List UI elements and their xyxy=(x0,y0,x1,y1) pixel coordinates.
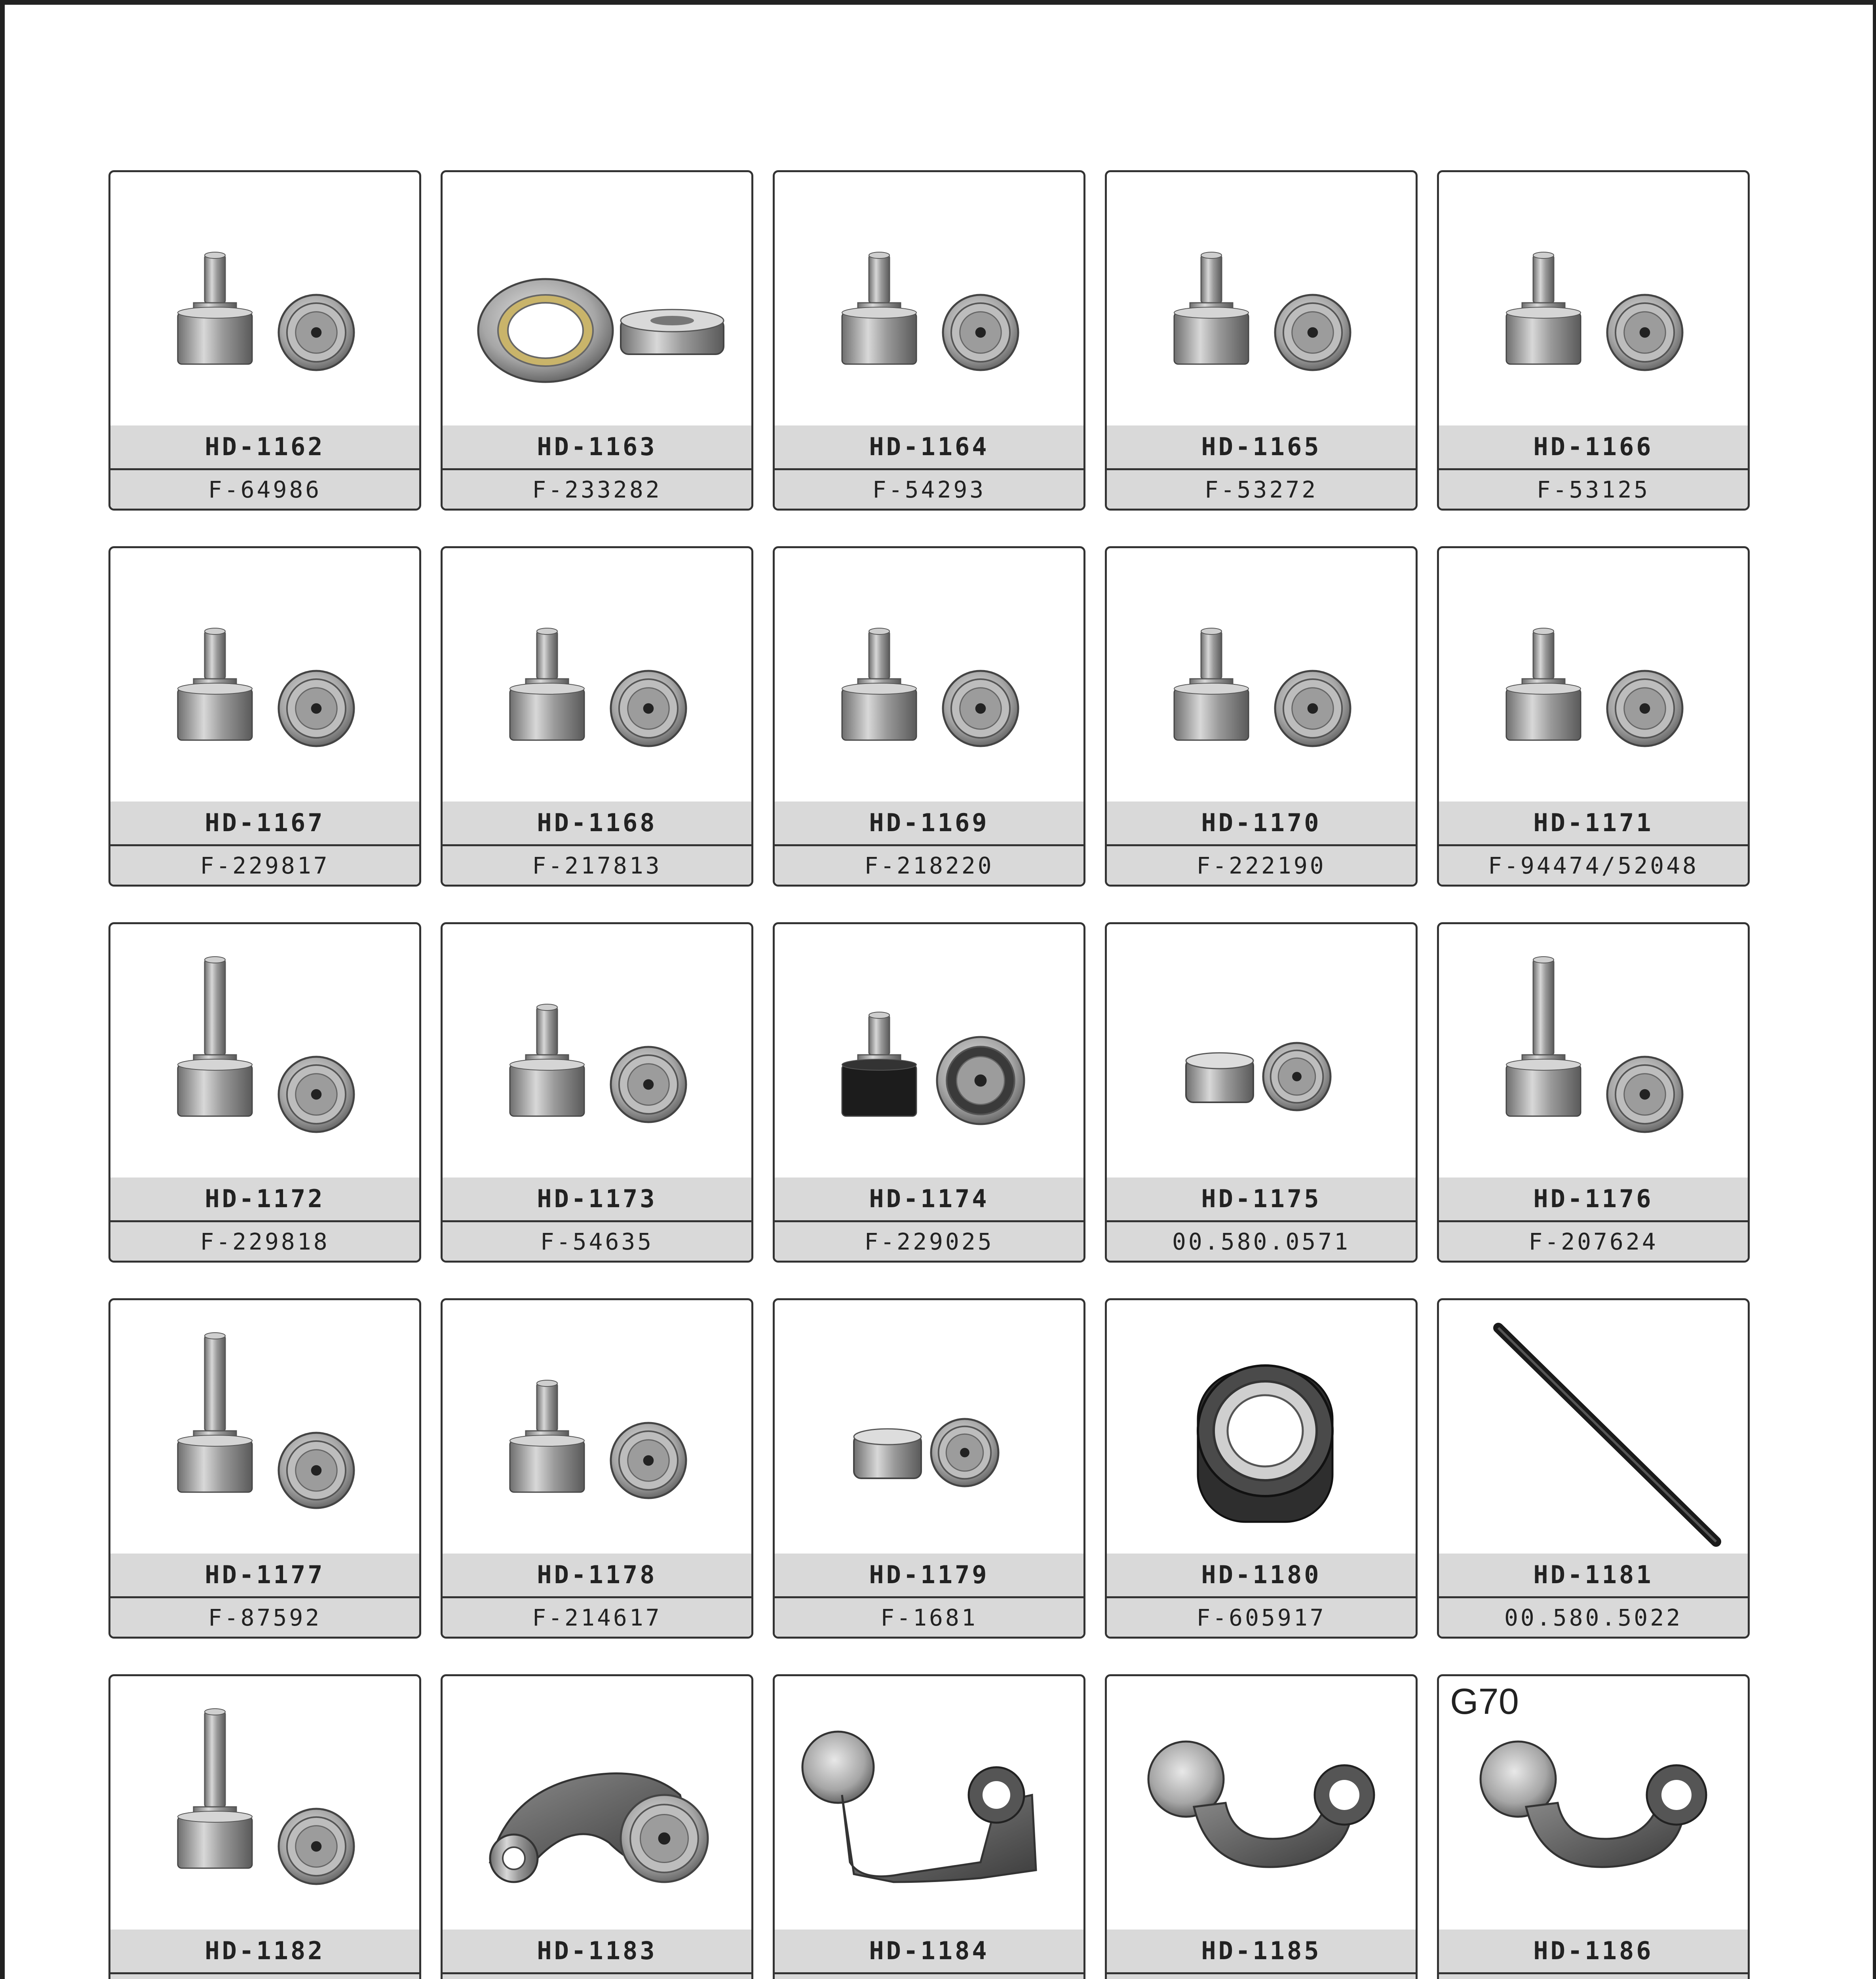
product-grid xyxy=(108,170,1749,1979)
product-note: G70 xyxy=(1450,1681,1519,1722)
product-code: HD-1168 xyxy=(443,801,751,844)
cam-lever-arm-icon xyxy=(443,1676,751,1930)
product-code: HD-1173 xyxy=(443,1178,751,1220)
product-code: HD-1177 xyxy=(110,1554,419,1596)
cam-follower-and-roller-icon xyxy=(110,548,419,801)
product-code: HD-1175 xyxy=(1107,1178,1416,1220)
product-card xyxy=(1105,546,1418,887)
product-card xyxy=(1437,170,1750,511)
product-card xyxy=(1105,170,1418,511)
product-card xyxy=(441,1298,753,1639)
product-reference xyxy=(1439,1974,1748,1979)
product-reference: F-64986 xyxy=(110,470,419,509)
product-code: HD-1172 xyxy=(110,1178,419,1220)
product-reference: F-229817 xyxy=(110,846,419,885)
cam-follower-and-roller-icon xyxy=(443,1300,751,1554)
cam-follower-and-roller-icon xyxy=(775,172,1083,425)
product-card xyxy=(108,1674,421,1979)
product-code: HD-1180 xyxy=(1107,1554,1416,1596)
rail-bar-icon xyxy=(1439,1300,1748,1554)
cam-follower-and-roller-icon xyxy=(775,548,1083,801)
product-reference: F-87592 xyxy=(110,1598,419,1637)
product-reference: F-53125 xyxy=(1439,470,1748,509)
product-reference: F-605917 xyxy=(1107,1598,1416,1637)
product-card xyxy=(441,546,753,887)
product-card xyxy=(108,1298,421,1639)
product-code: HD-1183 xyxy=(443,1930,751,1972)
product-card xyxy=(1437,1674,1750,1979)
product-reference: 00.580.5022 xyxy=(1439,1598,1748,1637)
product-card xyxy=(108,922,421,1263)
cam-follower-and-roller-icon xyxy=(443,548,751,801)
product-card xyxy=(773,922,1085,1263)
product-reference: F-214617 xyxy=(443,1598,751,1637)
product-reference: F-207624 xyxy=(1439,1222,1748,1261)
product-reference: F-229025 xyxy=(775,1222,1083,1261)
product-code: HD-1178 xyxy=(443,1554,751,1596)
product-card xyxy=(108,546,421,887)
product-code: HD-1182 xyxy=(110,1930,419,1972)
small-roller-pair-icon xyxy=(1107,924,1416,1178)
product-card xyxy=(441,1674,753,1979)
product-reference: F-229818 xyxy=(110,1222,419,1261)
product-reference: F-1681 xyxy=(775,1598,1083,1637)
product-code: HD-1176 xyxy=(1439,1178,1748,1220)
product-card xyxy=(773,170,1085,511)
product-reference xyxy=(110,1974,419,1979)
product-code: HD-1164 xyxy=(775,425,1083,468)
product-code: HD-1170 xyxy=(1107,801,1416,844)
product-card xyxy=(1437,546,1750,887)
product-reference xyxy=(443,1974,751,1979)
long-stud-cam-follower-icon xyxy=(110,924,419,1178)
cam-follower-and-roller-icon xyxy=(110,172,419,425)
product-card xyxy=(1105,1298,1418,1639)
product-code: HD-1163 xyxy=(443,425,751,468)
cam-follower-and-roller-icon xyxy=(1107,548,1416,801)
product-code: HD-1162 xyxy=(110,425,419,468)
product-reference: F-94474/52048 xyxy=(1439,846,1748,885)
product-reference: F-53272 xyxy=(1107,470,1416,509)
product-card xyxy=(773,1674,1085,1979)
product-reference: F-54635 xyxy=(443,1222,751,1261)
product-card xyxy=(108,170,421,511)
needle-bearing-icon xyxy=(1107,1300,1416,1554)
product-reference: 00.580.0571 xyxy=(1107,1222,1416,1261)
cam-follower-and-roller-icon xyxy=(1107,172,1416,425)
curved-lever-arm-icon xyxy=(1107,1676,1416,1930)
product-code: HD-1174 xyxy=(775,1178,1083,1220)
product-code: HD-1179 xyxy=(775,1554,1083,1596)
long-stud-cam-follower-icon xyxy=(110,1676,419,1930)
product-code: HD-1171 xyxy=(1439,801,1748,844)
product-card xyxy=(1105,1674,1418,1979)
long-stud-cam-follower-icon xyxy=(110,1300,419,1554)
product-code: HD-1166 xyxy=(1439,425,1748,468)
product-card xyxy=(773,1298,1085,1639)
product-code: HD-1184 xyxy=(775,1930,1083,1972)
product-card xyxy=(441,170,753,511)
product-code: HD-1181 xyxy=(1439,1554,1748,1596)
product-reference: F-217813 xyxy=(443,846,751,885)
product-reference: F-222190 xyxy=(1107,846,1416,885)
ball-bearing-pair-icon xyxy=(443,172,751,425)
cam-follower-and-roller-icon xyxy=(1439,172,1748,425)
product-code: HD-1169 xyxy=(775,801,1083,844)
long-stud-cam-follower-icon xyxy=(1439,924,1748,1178)
product-code: HD-1186 xyxy=(1439,1930,1748,1972)
product-reference: F-233282 xyxy=(443,470,751,509)
small-roller-pair-icon xyxy=(775,1300,1083,1554)
product-code: HD-1167 xyxy=(110,801,419,844)
product-card xyxy=(1105,922,1418,1263)
product-card xyxy=(1437,1298,1750,1639)
product-reference: F-54293 xyxy=(775,470,1083,509)
black-cam-follower-icon xyxy=(775,924,1083,1178)
product-code: HD-1165 xyxy=(1107,425,1416,468)
roller-lever-arm-icon xyxy=(775,1676,1083,1930)
product-reference xyxy=(1107,1974,1416,1979)
product-code: HD-1185 xyxy=(1107,1930,1416,1972)
product-card xyxy=(441,922,753,1263)
product-reference xyxy=(775,1974,1083,1979)
product-card xyxy=(1437,922,1750,1263)
cam-follower-and-roller-icon xyxy=(443,924,751,1178)
product-card xyxy=(773,546,1085,887)
product-reference: F-218220 xyxy=(775,846,1083,885)
cam-follower-and-roller-icon xyxy=(1439,548,1748,801)
